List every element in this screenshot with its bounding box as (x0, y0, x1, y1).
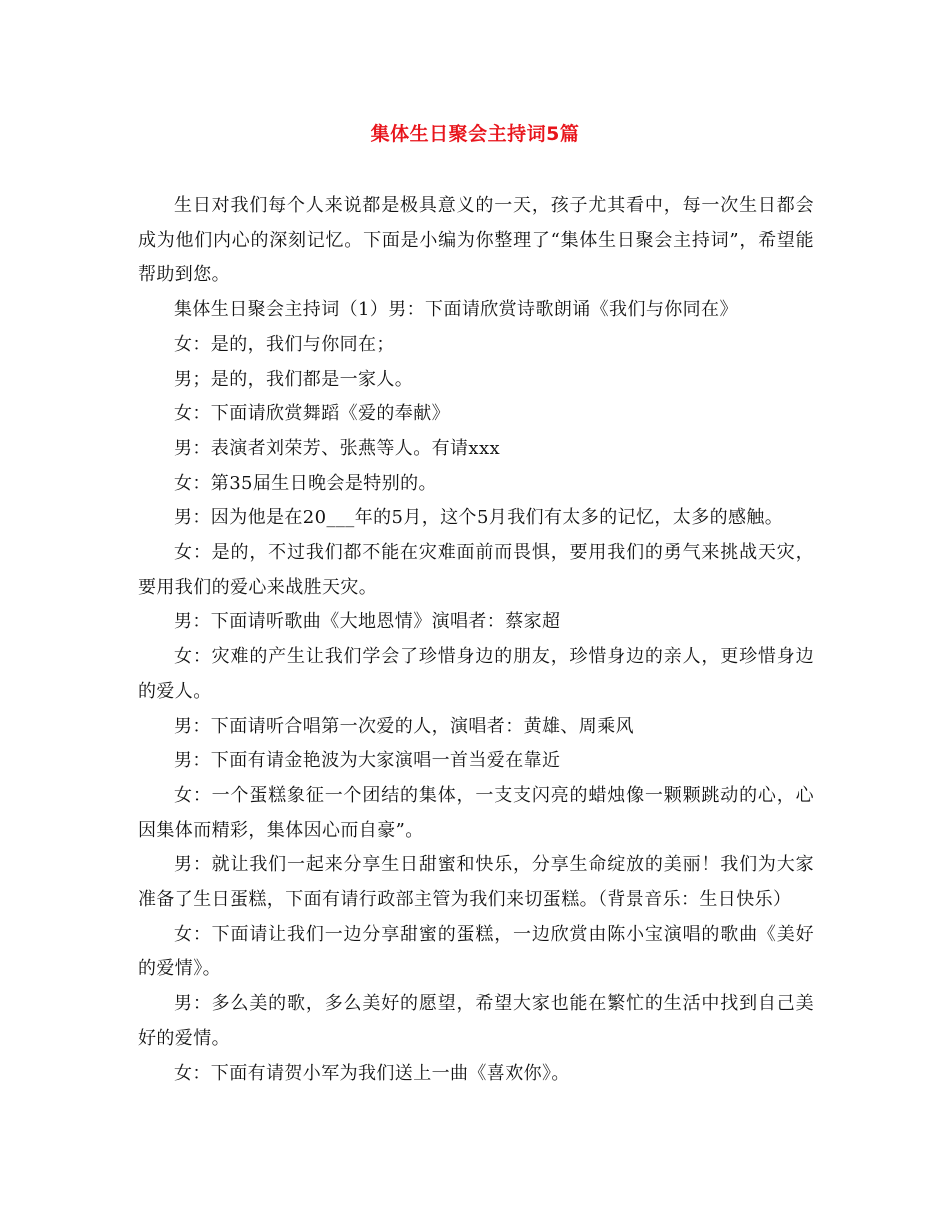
paragraph-line: 女：一个蛋糕象征一个团结的集体，一支支闪亮的蜡烛像一颗颗跳动的心，心因集体而精彩，集体因心而自豪”。 (138, 784, 814, 841)
paragraph-line: 男；是的，我们都是一家人。 (174, 368, 414, 390)
paragraph-line: 集体生日聚会主持词（1）男：下面请欣赏诗歌朗诵《我们与你同在》 (174, 299, 738, 321)
paragraph-line: 女：灾难的产生让我们学会了珍惜身边的朋友，珍惜身边的亲人，更珍惜身边的爱人。 (138, 646, 814, 702)
paragraph-line: 女：下面请让我们一边分享甜蜜的蛋糕，一边欣赏由陈小宝演唱的歌曲《美好的爱情》。 (138, 923, 814, 980)
paragraph-line: 男：多么美的歌，多么美好的愿望，希望大家也能在繁忙的生活中找到自己美好的爱情。 (138, 993, 814, 1049)
document-body (138, 189, 814, 1091)
paragraph-line: 男：表演者刘荣芳、张燕等人。有请xxx (174, 437, 501, 459)
paragraph-line: 女：是的，不过我们都不能在灾难面前而畏惧，要用我们的勇气来挑战天灾，要用我们的爱心来战胜天灾。 (138, 542, 814, 598)
paragraph-line: 男：下面请听歌曲《大地恩情》演唱者：蔡家超 (174, 611, 561, 633)
paragraph-line: 男：就让我们一起来分享生日甜蜜和快乐，分享生命绽放的美丽！我们为大家准备了生日蛋糕，下面有请行政部主管为我们来切蛋糕。（背景音乐：生日快乐） (138, 854, 814, 911)
paragraph-line: 女：是的，我们与你同在； (174, 333, 395, 355)
paragraph-intro: 生日对我们每个人来说都是极具意义的一天，孩子尤其看中，每一次生日都会成为他们内心的深刻记忆。下面是小编为你整理了“集体生日聚会主持词”，希望能帮助到您。 (138, 195, 814, 286)
paragraph-line: 女：下面请欣赏舞蹈《爱的奉献》 (174, 403, 450, 425)
paragraph-line: 男：因为他是在20___年的5月，这个5月我们有太多的记忆，太多的感触。 (174, 507, 784, 529)
paragraph-line: 男：下面请听合唱第一次爱的人，演唱者：黄雄、周乘风 (174, 715, 634, 737)
paragraph-line: 女：第35届生日晚会是特别的。 (174, 472, 437, 494)
paragraph-line: 男：下面有请金艳波为大家演唱一首当爱在靠近 (174, 750, 561, 772)
document-title: 集体生日聚会主持词5篇 (370, 123, 580, 145)
paragraph-line: 女：下面有请贺小军为我们送上一曲《喜欢你》。 (174, 1062, 570, 1084)
